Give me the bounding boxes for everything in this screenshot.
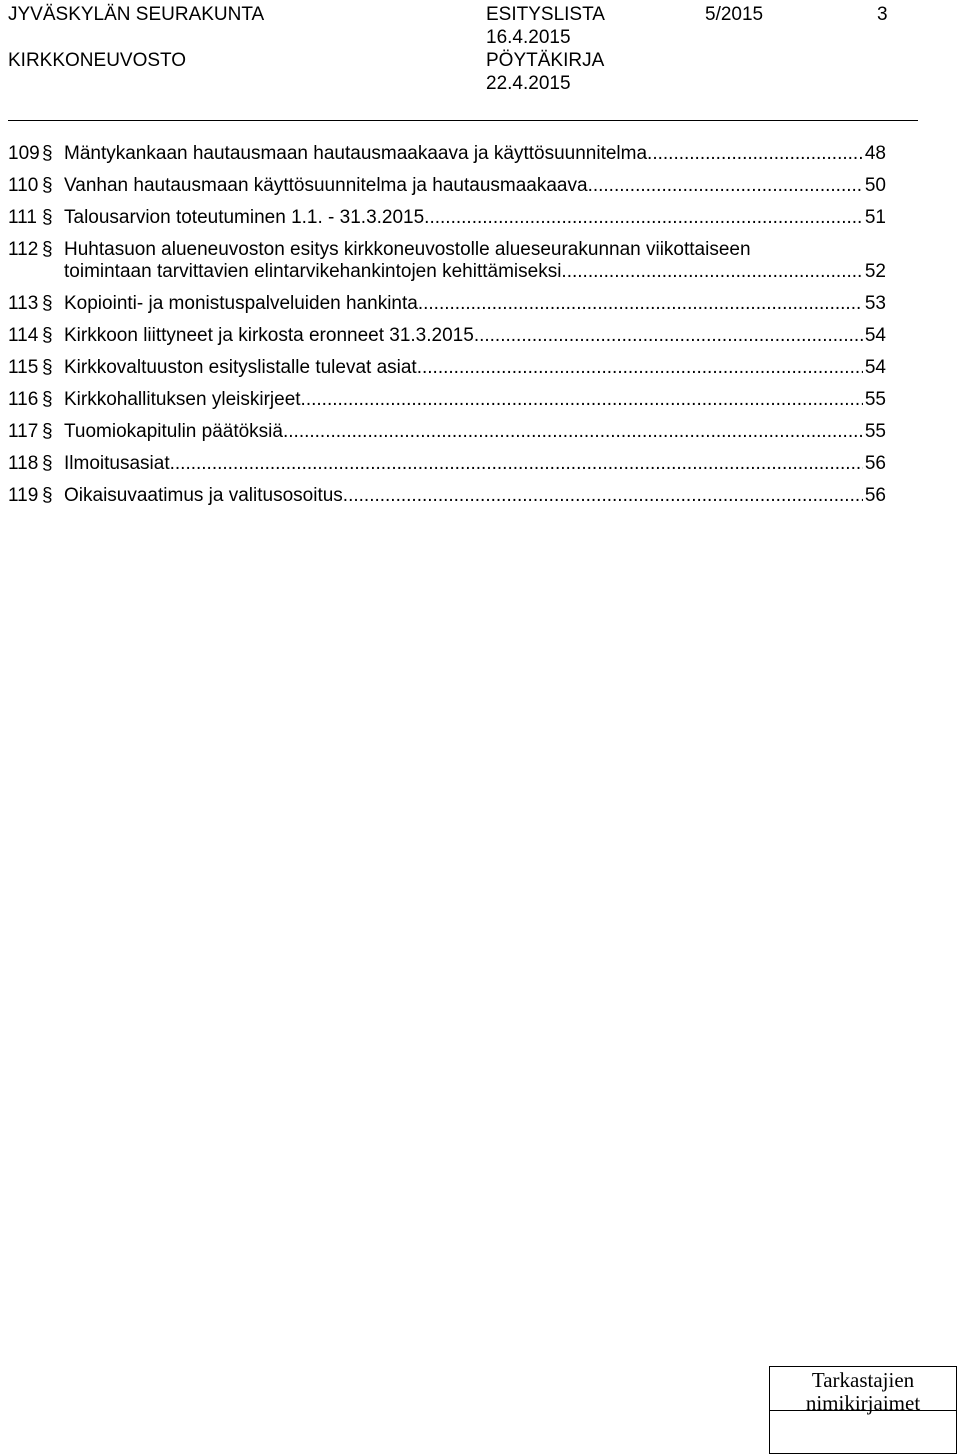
- toc-title: Vanhan hautausmaan käyttösuunnitelma ja hautausmaakaava: [64, 175, 588, 196]
- toc-number: 113: [8, 293, 39, 314]
- toc-entry[interactable]: [8, 325, 886, 347]
- toc-leader: [301, 389, 863, 411]
- section-sign: §: [42, 293, 53, 314]
- section-sign: §: [42, 325, 53, 346]
- toc-leader: [343, 485, 863, 507]
- page-number: 3: [877, 4, 888, 25]
- toc-leader: [567, 261, 863, 283]
- toc-page: 48: [864, 143, 886, 164]
- toc-leader: [588, 175, 863, 197]
- toc-entry[interactable]: [8, 239, 886, 283]
- toc-entry[interactable]: [8, 389, 886, 411]
- toc-page: 52: [864, 261, 886, 282]
- section-sign: §: [42, 143, 53, 164]
- toc-page: 53: [864, 293, 886, 314]
- toc-leader: [283, 421, 863, 443]
- toc-number: 114: [8, 325, 39, 346]
- toc-title: Kirkkoon liittyneet ja kirkosta eronneet 31.3.2015: [64, 325, 474, 346]
- toc-page: 54: [864, 325, 886, 346]
- toc-title: Ilmoitusasiat: [64, 453, 170, 474]
- toc-entry[interactable]: [8, 421, 886, 443]
- section-sign: §: [42, 357, 53, 378]
- organization-name: JYVÄSKYLÄN SEURAKUNTA: [8, 4, 265, 25]
- toc-entry[interactable]: [8, 485, 886, 507]
- section-sign: §: [42, 207, 53, 228]
- toc-entry[interactable]: [8, 175, 886, 197]
- toc-page: 56: [864, 485, 886, 506]
- toc-title-line-1: Huhtasuon alueneuvoston esitys kirkkoneuvostolle alueseurakunnan viikottaiseen: [64, 239, 751, 260]
- toc-number: 112: [8, 239, 39, 260]
- document-header: [8, 0, 918, 121]
- toc-page: 54: [864, 357, 886, 378]
- toc-title: Kirkkohallituksen yleiskirjeet: [64, 389, 301, 410]
- toc-entry[interactable]: [8, 293, 886, 315]
- table-of-contents: [8, 143, 886, 517]
- toc-title-line-2: toimintaan tarvittavien elintarvikehankintojen kehittämiseksi.: [64, 261, 567, 282]
- toc-number: 115: [8, 357, 39, 378]
- toc-number: 111: [8, 207, 37, 228]
- toc-leader: [170, 453, 863, 475]
- initials-label-line-1: Tarkastajien: [811, 1368, 915, 1392]
- toc-page: 56: [864, 453, 886, 474]
- toc-entry[interactable]: [8, 207, 886, 229]
- toc-leader: [474, 325, 863, 347]
- toc-entry[interactable]: [8, 357, 886, 379]
- initials-box: [769, 1366, 957, 1454]
- minutes-date: 22.4.2015: [486, 73, 571, 94]
- toc-leader: [417, 357, 863, 379]
- toc-leader: [429, 207, 862, 229]
- doc-type: ESITYSLISTA: [486, 4, 605, 25]
- meeting-number: 5/2015: [705, 4, 764, 25]
- toc-title: Oikaisuvaatimus ja valitusosoitus: [64, 485, 343, 506]
- toc-title: Kopiointi- ja monistuspalveluiden hankinta: [64, 293, 418, 314]
- section-sign: §: [42, 389, 53, 410]
- section-sign: §: [42, 453, 53, 474]
- toc-page: 55: [864, 389, 886, 410]
- toc-page: 55: [864, 421, 886, 442]
- doc-date: 16.4.2015: [486, 27, 571, 48]
- toc-title: Talousarvion toteutuminen 1.1. - 31.3.2015.: [64, 207, 430, 228]
- section-sign: §: [42, 239, 53, 260]
- toc-entry[interactable]: [8, 143, 886, 165]
- toc-page: 50: [864, 175, 886, 196]
- body-name: KIRKKONEUVOSTO: [8, 50, 187, 71]
- minutes-label: PÖYTÄKIRJA: [486, 50, 605, 71]
- initials-label: [770, 1367, 956, 1415]
- toc-number: 110: [8, 175, 39, 196]
- section-sign: §: [42, 421, 53, 442]
- toc-leader: [647, 143, 863, 165]
- toc-page: 51: [864, 207, 886, 228]
- toc-number: 118: [8, 453, 39, 474]
- toc-number: 117: [8, 421, 39, 442]
- toc-title: Tuomiokapitulin päätöksiä: [64, 421, 283, 442]
- initials-label-line-2: nimikirjaimet: [805, 1391, 921, 1415]
- section-sign: §: [42, 175, 53, 196]
- toc-title: Kirkkovaltuuston esityslistalle tulevat asiat: [64, 357, 417, 378]
- toc-leader: [418, 293, 863, 315]
- toc-number: 119: [8, 485, 39, 506]
- toc-number: 109: [8, 143, 40, 164]
- toc-entry[interactable]: [8, 453, 886, 475]
- toc-title: Mäntykankaan hautausmaan hautausmaakaava ja käyttösuunnitelma: [64, 143, 648, 164]
- toc-number: 116: [8, 389, 39, 410]
- section-sign: §: [42, 485, 53, 506]
